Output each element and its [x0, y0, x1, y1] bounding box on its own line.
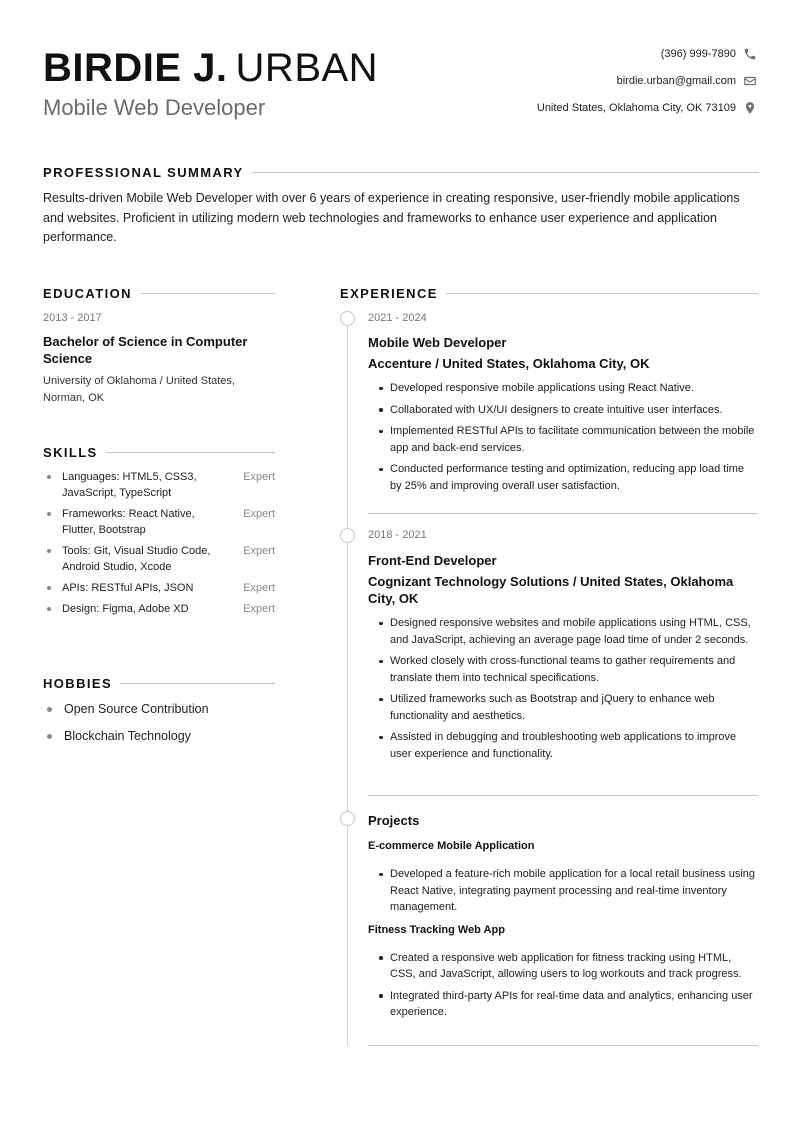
location-text: United States, Oklahoma City, OK 73109	[536, 101, 736, 114]
bullet-dot	[43, 506, 62, 538]
bullet-dot	[43, 700, 64, 718]
bullet-item	[368, 423, 758, 456]
project-name: E-commerce Mobile Application	[368, 840, 535, 852]
summary-text: Results-driven Mobile Web Developer with over 6 years of experience in creating responsive, user-friendly mobile applications and websites. Proficient in utilizing modern web technologies and frameworks to enhance user experience and application performance.	[43, 191, 740, 244]
bullet-dot	[43, 727, 64, 745]
skill-name: Frameworks: React Native, Flutter, Bootstrap	[62, 508, 195, 536]
summary-heading-text: PROFESSIONAL SUMMARY	[43, 164, 244, 180]
divider	[106, 452, 275, 453]
bullet-item	[368, 380, 758, 397]
job-years: 2021 - 2024	[368, 312, 427, 324]
hobbies-heading-text: HOBBIES	[43, 675, 113, 691]
divider	[252, 172, 759, 173]
bullet-dot	[368, 653, 390, 686]
bullet-dot	[368, 402, 390, 419]
skill-level: Expert	[243, 545, 275, 557]
hobby-text: Blockchain Technology	[64, 729, 191, 743]
candidate-name	[43, 45, 378, 91]
job-years: 2018 - 2021	[368, 529, 427, 541]
skill-name: Design: Figma, Adobe XD	[62, 603, 189, 615]
education-years: 2013 - 2017	[43, 312, 102, 324]
skills-list	[43, 469, 275, 617]
skill-item	[43, 469, 275, 501]
skill-level: Expert	[243, 471, 275, 483]
projects-heading: Projects	[368, 813, 420, 828]
hobby-text: Open Source Contribution	[64, 702, 209, 716]
hobby-item	[43, 700, 209, 718]
projects-section	[368, 812, 758, 1026]
skills-heading-text: SKILLS	[43, 444, 98, 460]
hobby-item	[43, 727, 209, 745]
bullet-text: Conducted performance testing and optimization, reducing app load time by 25% and improving overall user satisfaction.	[390, 463, 745, 492]
bullet-dot	[368, 691, 390, 724]
skill-name: APIs: RESTful APIs, JSON	[62, 582, 194, 594]
phone-row	[537, 40, 757, 67]
bullet-dot	[368, 950, 390, 983]
job-bullets	[368, 380, 758, 494]
bullet-dot	[368, 615, 390, 648]
bullet-text: Developed a feature-rich mobile application for a local retail business using React Native, integrating payment processing and real-time inventory management.	[390, 868, 756, 913]
bullet-text: Integrated third-party APIs for real-time data and analytics, enhancing user experience.	[390, 989, 753, 1018]
timeline-marker	[340, 528, 355, 543]
experience-entry	[368, 312, 758, 499]
project-bullets	[368, 866, 758, 916]
phone-icon	[743, 47, 757, 61]
email-row	[537, 67, 757, 94]
timeline-marker	[340, 311, 355, 326]
skill-item	[43, 506, 275, 538]
experience-heading-text: EXPERIENCE	[340, 285, 438, 301]
job-company: Accenture / United States, Oklahoma City, OK	[368, 356, 650, 371]
bullet-item	[368, 402, 758, 419]
education-heading-text: EDUCATION	[43, 285, 132, 301]
project-bullets	[368, 950, 758, 1021]
divider	[368, 795, 758, 796]
bullet-item	[368, 729, 758, 762]
bullet-dot	[368, 461, 390, 494]
last-name: URBAN	[235, 46, 379, 90]
bullet-item	[368, 866, 758, 916]
project-name: Fitness Tracking Web App	[368, 923, 505, 936]
bullet-text: Developed responsive mobile applications using React Native.	[390, 382, 694, 394]
hobbies-list	[43, 700, 209, 754]
skills-heading	[43, 443, 275, 461]
map-pin-icon	[743, 101, 757, 115]
bullet-text: Designed responsive websites and mobile applications using HTML, CSS, and JavaScript, achieving an average page load time of under 2 seconds.	[390, 617, 751, 646]
summary-heading	[43, 163, 759, 181]
bullet-text: Utilized frameworks such as Bootstrap and jQuery to enhance web functionality and aesthetics.	[390, 693, 715, 722]
job-company: Cognizant Technology Solutions / United States, Oklahoma City, OK	[368, 574, 734, 606]
job-position: Front-End Developer	[368, 553, 497, 568]
bullet-item	[368, 988, 758, 1021]
skill-level: Expert	[243, 582, 275, 594]
bullet-text: Created a responsive web application for fitness tracking using HTML, CSS, and JavaScript, allowing users to log workouts and track progress.	[390, 951, 742, 980]
skill-name: Tools: Git, Visual Studio Code, Android Studio, Xcode	[62, 545, 211, 573]
job-title: Mobile Web Developer	[43, 95, 266, 120]
bullet-dot	[43, 601, 62, 617]
bullet-text: Assisted in debugging and troubleshooting web applications to improve user experience and functionality.	[390, 731, 737, 760]
bullet-item	[368, 653, 758, 686]
bullet-text: Worked closely with cross-functional teams to gather requirements and translate them into technical specifications.	[390, 655, 736, 684]
bullet-dot	[368, 729, 390, 762]
first-name: BIRDIE J.	[43, 46, 228, 90]
divider	[368, 1045, 758, 1046]
resume-header	[43, 40, 757, 130]
divider	[368, 513, 758, 514]
skill-item	[43, 580, 275, 596]
experience-entry	[368, 529, 758, 767]
bullet-dot	[368, 866, 390, 916]
bullet-dot	[368, 380, 390, 397]
skill-name: Languages: HTML5, CSS3, JavaScript, TypeScript	[62, 471, 197, 499]
skill-item	[43, 543, 275, 575]
bullet-dot	[43, 469, 62, 501]
divider	[120, 683, 275, 684]
bullet-text: Collaborated with UX/UI designers to create intuitive user interfaces.	[390, 403, 723, 416]
location-row	[537, 94, 757, 121]
timeline-marker	[340, 811, 355, 826]
job-bullets	[368, 615, 758, 762]
phone-text: (396) 999-7890	[660, 47, 736, 60]
email-text: birdie.urban@gmail.com	[616, 74, 736, 87]
education-school: University of Oklahoma / United States, Norman, OK	[43, 375, 235, 404]
bullet-dot	[43, 543, 62, 575]
bullet-item	[368, 950, 758, 983]
job-position: Mobile Web Developer	[368, 335, 507, 350]
skill-item	[43, 601, 275, 617]
hobbies-heading	[43, 674, 275, 692]
bullet-item	[368, 615, 758, 648]
experience-heading	[340, 284, 758, 302]
bullet-item	[368, 691, 758, 724]
contact-info	[537, 40, 757, 121]
education-degree: Bachelor of Science in Computer Science	[43, 334, 248, 366]
bullet-dot	[368, 423, 390, 456]
education-heading	[43, 284, 275, 302]
bullet-dot	[368, 988, 390, 1021]
envelope-icon	[743, 74, 757, 88]
divider	[140, 293, 275, 294]
bullet-text: Implemented RESTful APIs to facilitate communication between the mobile app and back-end services.	[390, 425, 755, 454]
skill-level: Expert	[243, 508, 275, 520]
bullet-dot	[43, 580, 62, 596]
timeline-line	[347, 326, 348, 1046]
divider	[446, 293, 758, 294]
skill-level: Expert	[243, 603, 275, 615]
bullet-item	[368, 461, 758, 494]
